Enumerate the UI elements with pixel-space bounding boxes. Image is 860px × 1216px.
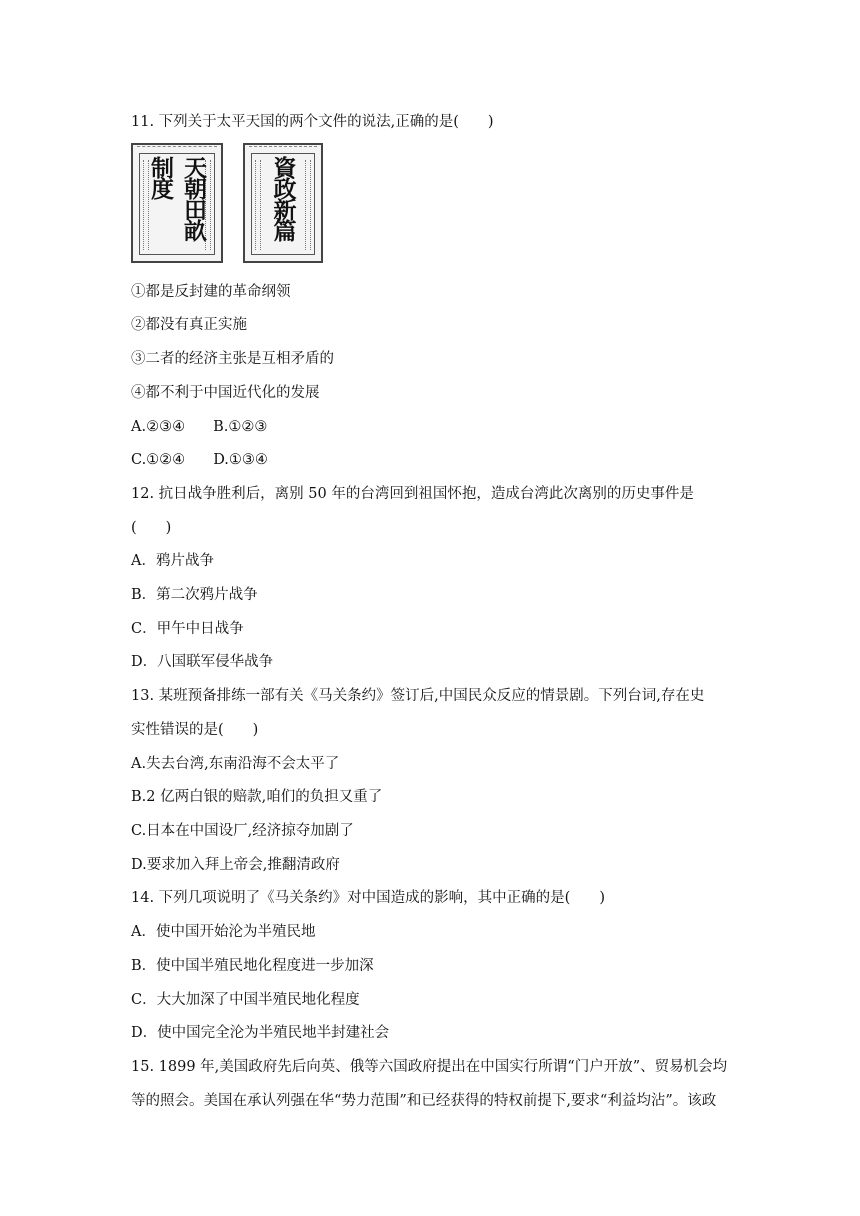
q14-option-c: C．大大加深了中国半殖民地化程度: [131, 992, 360, 1008]
question-12-stem: 12. 抗日战争胜利后，离别 50 年的台湾回到祖国怀抱，造成台湾此次离别的历史事件是: [131, 486, 694, 502]
q13-option-b: B.2 亿两白银的赔款,咱们的负担又重了: [131, 789, 383, 805]
q11-option-a: A.②③④: [131, 419, 186, 435]
q12-option-c: C．甲午中日战争: [131, 621, 244, 637]
q12-option-a: A．鸦片战争: [131, 553, 214, 569]
question-15-line-1: 15. 1899 年,美国政府先后向英、俄等六国政府提出在中国实行所谓“门户开放”、贸易机会均: [131, 1059, 728, 1075]
q14-option-b: B．使中国半殖民地化程度进一步加深: [131, 958, 374, 974]
q12-option-b: B．第二次鸦片战争: [131, 587, 258, 603]
question-15-line-2: 等的照会。美国在承认列强在华“势力范围”和已经获得的特权前提下,要求“利益均沾”。该政: [131, 1093, 717, 1109]
q14-option-d: D．使中国完全沦为半殖民地半封建社会: [131, 1025, 390, 1041]
book-cover-zizheng: [243, 143, 323, 263]
question-11-stem: 11. 下列关于太平天国的两个文件的说法,正确的是( ): [131, 114, 494, 130]
question-11-images: [131, 143, 331, 267]
q12-option-d: D．八国联军侵华战争: [131, 654, 274, 670]
q13-option-d: D.要求加入拜上帝会,推翻清政府: [131, 857, 340, 873]
q11-statement-1: ①都是反封建的革命纲领: [131, 284, 291, 300]
book-title-2: 資政新篇: [269, 156, 297, 240]
q11-statement-4: ④都不利于中国近代化的发展: [131, 385, 320, 401]
q11-statement-2: ②都没有真正实施: [131, 317, 247, 333]
q11-option-c: C.①②④: [131, 452, 186, 468]
q11-option-d: D.①③④: [213, 452, 268, 468]
q13-option-a: A.失去台湾,东南沿海不会太平了: [131, 756, 340, 772]
book-cover-tianchao: [131, 143, 223, 263]
q11-options-row-1: [131, 417, 267, 437]
book-title-1: 天朝田畝制度: [147, 156, 207, 240]
question-12-stem-cont: ( ): [131, 520, 172, 536]
q13-option-c: C.日本在中国设厂,经济掠夺加剧了: [131, 823, 354, 839]
q14-option-a: A．使中国开始沦为半殖民地: [131, 924, 316, 940]
question-14-stem: 14. 下列几项说明了《马关条约》对中国造成的影响，其中正确的是( ): [131, 890, 605, 906]
question-13-stem: 13. 某班预备排练一部有关《马关条约》签订后,中国民众反应的情景剧。下列台词,存在史: [131, 688, 705, 704]
question-13-stem-cont: 实性错误的是( ): [131, 722, 259, 738]
q11-option-b: B.①②③: [213, 419, 268, 435]
q11-options-row-2: [131, 450, 268, 470]
q11-statement-3: ③二者的经济主张是互相矛盾的: [131, 351, 334, 367]
